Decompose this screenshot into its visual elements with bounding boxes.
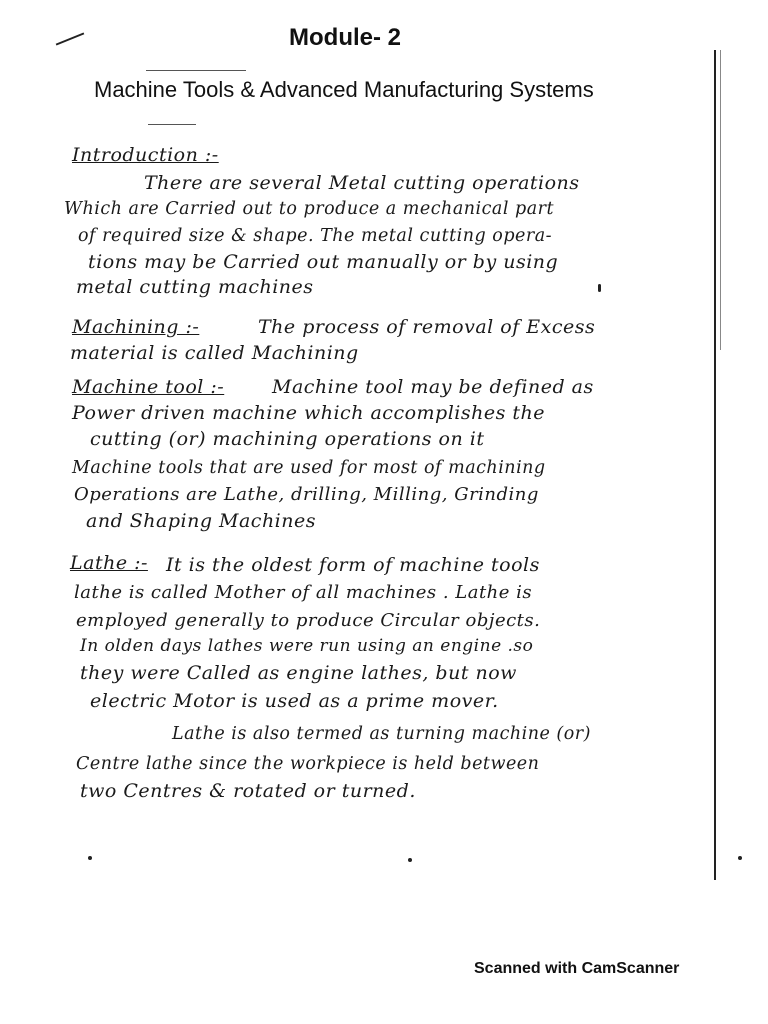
machine-tool-line: Machine tool may be defined as (272, 376, 594, 398)
machine-tool-line: and Shaping Machines (86, 510, 316, 532)
machining-line: The process of removal of Excess (258, 316, 596, 338)
machine-tool-line: cutting (or) machining operations on it (90, 428, 485, 450)
introduction-line: tions may be Carried out manually or by using (88, 251, 559, 273)
corner-scribble-mark (56, 32, 85, 45)
ink-dot (738, 856, 742, 860)
lathe-line: employed generally to produce Circular objects. (76, 610, 541, 631)
subtitle-underline (148, 124, 196, 125)
ink-dot (598, 284, 601, 292)
introduction-heading: Introduction :- (72, 144, 219, 166)
scanner-watermark: Scanned with CamScanner (474, 960, 680, 977)
lathe-line: In olden days lathes were run using an engine .so (80, 636, 534, 656)
lathe-line: lathe is called Mother of all machines . Lathe is (74, 582, 533, 603)
module-title: Module- 2 (289, 24, 401, 51)
machine-tool-line: Power driven machine which accomplishes the (72, 402, 545, 424)
ink-dot (408, 858, 412, 862)
document-subtitle: Machine Tools & Advanced Manufacturing Systems (94, 77, 594, 102)
lathe-line: two Centres & rotated or turned. (80, 780, 416, 802)
introduction-line: There are several Metal cutting operations (144, 172, 580, 194)
title-underline (146, 70, 246, 71)
right-margin-line-faint (720, 50, 721, 350)
machine-tool-line: Machine tools that are used for most of machining (72, 458, 546, 478)
lathe-heading: Lathe :- (70, 552, 148, 574)
introduction-line: Which are Carried out to produce a mechanical part (64, 199, 555, 219)
machine-tool-line: Operations are Lathe, drilling, Milling, Grinding (74, 484, 539, 505)
machine-tool-heading: Machine tool :- (72, 376, 225, 398)
machining-heading: Machining :- (72, 316, 200, 338)
machining-line: material is called Machining (70, 342, 359, 364)
ink-dot (88, 856, 92, 860)
lathe-line: Centre lathe since the workpiece is held between (76, 754, 540, 774)
introduction-line: metal cutting machines (76, 276, 314, 298)
introduction-line: of required size & shape. The metal cutting opera- (78, 226, 553, 246)
right-margin-line (714, 50, 716, 880)
lathe-line: It is the oldest form of machine tools (166, 554, 540, 576)
lathe-line: they were Called as engine lathes, but now (80, 662, 517, 684)
lathe-line: electric Motor is used as a prime mover. (90, 690, 499, 712)
lathe-line: Lathe is also termed as turning machine (or) (172, 724, 591, 744)
